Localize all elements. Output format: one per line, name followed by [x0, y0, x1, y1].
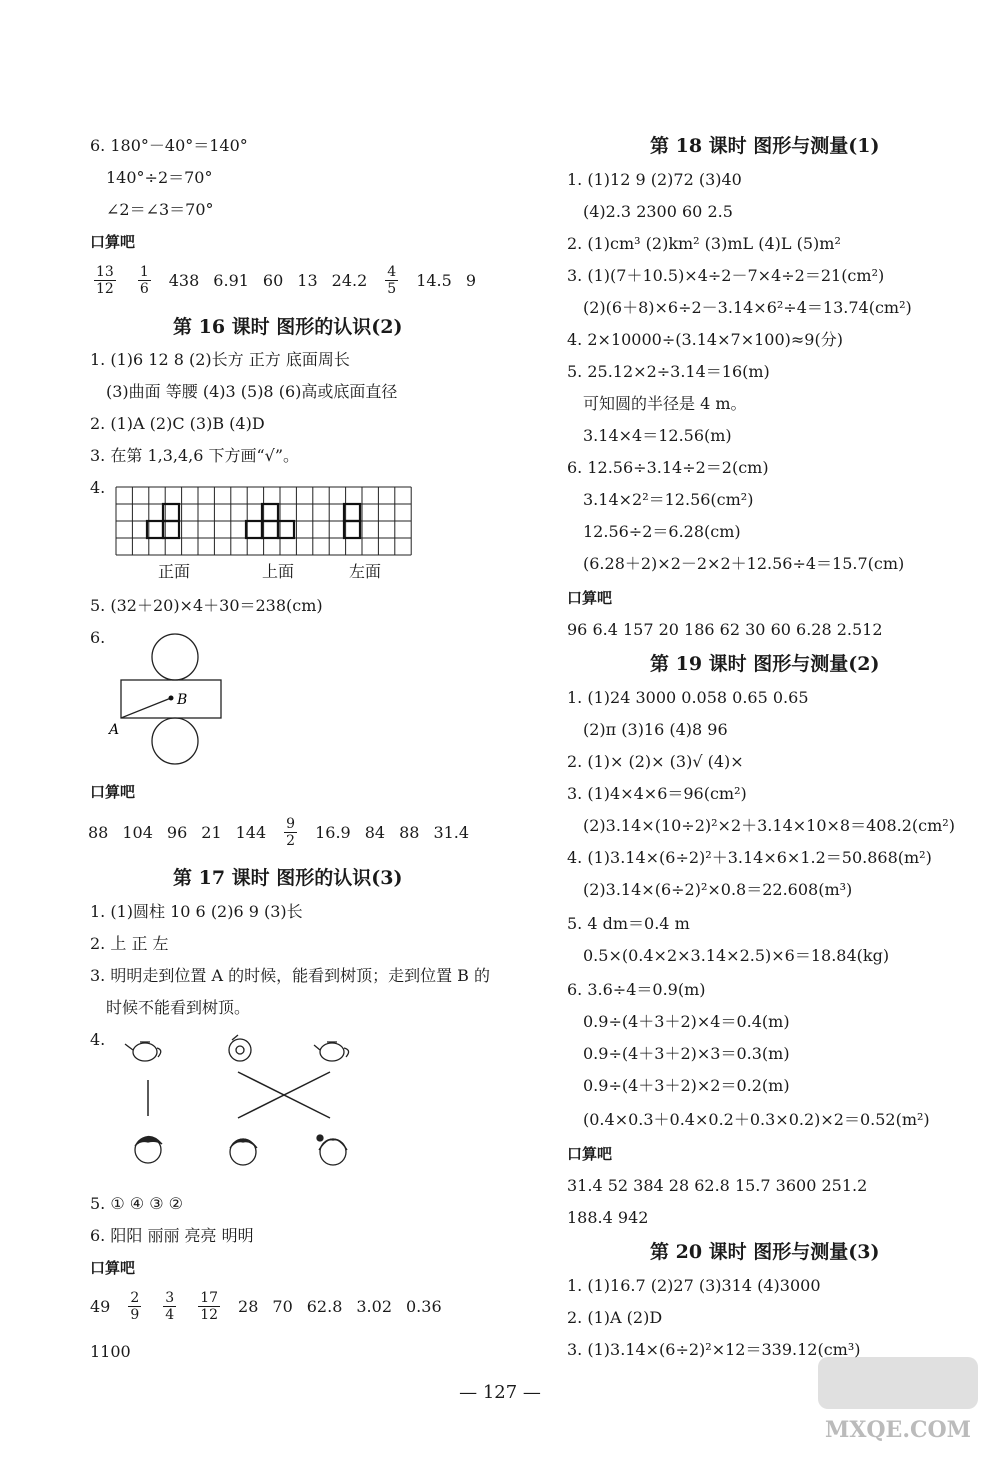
lesson-17-title: 第 17 课时 图形的认识(3): [173, 867, 403, 889]
view-label-top: 上面: [262, 562, 295, 581]
value: 28: [238, 1297, 259, 1316]
fraction: $\frac{4}{5}$: [387, 264, 397, 297]
l19-line: 5. 4 dm＝0.4 m: [567, 914, 690, 933]
lesson-16-title: 第 16 课时 图形的认识(2): [173, 316, 403, 338]
value: 24.2: [331, 271, 368, 290]
l18-line: 12.56÷2＝6.28(cm): [583, 522, 741, 541]
l19-line: 0.9÷(4＋3＋2)×2＝0.2(m): [583, 1076, 790, 1095]
l16-line: 3. 在第 1,3,4,6 下方画“√”。: [90, 446, 300, 465]
fraction: $\frac{3}{4}$: [165, 1290, 175, 1323]
lesson-20-title: 第 20 课时 图形与测量(3): [650, 1241, 880, 1263]
l16-line: 4.: [90, 478, 106, 497]
kid-face-icon: [135, 1136, 162, 1163]
value: 60: [262, 271, 284, 290]
l17-line: 3. 明明走到位置 A 的时候，能看到树顶；走到位置 B 的: [90, 966, 491, 985]
l18-line: (6.28＋2)×2－2×2＋12.56÷4＝15.7(cm): [583, 554, 905, 573]
kid-face-icon: [317, 1135, 347, 1165]
l18-line: 3.14×2²＝12.56(cm²): [583, 490, 754, 509]
l18-line: 2. (1)cm³ (2)km² (3)mL (4)L (5)m²: [567, 234, 841, 253]
view-grid-figure: [115, 484, 415, 560]
cylinder-net-figure: [105, 632, 235, 782]
l18-line: (2)(6＋8)×6÷2－3.14×6²÷4＝13.74(cm²): [583, 298, 912, 317]
l16-line: 2. (1)A (2)C (3)B (4)D: [90, 414, 265, 433]
value: 144: [235, 823, 267, 842]
kid-face-icon: [230, 1139, 257, 1165]
l19-line: 4. (1)3.14×(6÷2)²＋3.14×6×1.2＝50.868(m²): [567, 848, 932, 867]
l18-line: 3. (1)(7＋10.5)×4÷2－7×4÷2＝21(cm²): [567, 266, 885, 285]
kousuan-heading: 口算吧: [90, 783, 136, 801]
l19-line: (2)3.14×(10÷2)²×2＋3.14×10×8＝408.2(cm²): [583, 816, 955, 835]
l17-q5: 5. ① ④ ③ ②: [90, 1194, 183, 1213]
l19-line: (0.4×0.3＋0.4×0.2＋0.3×0.2)×2＝0.52(m²): [583, 1110, 930, 1129]
lesson-18-title: 第 18 课时 图形与测量(1): [650, 135, 880, 157]
l19-line: (2)3.14×(6÷2)²×0.8＝22.608(m³): [583, 880, 853, 899]
l18-line: 1. (1)12 9 (2)72 (3)40: [567, 170, 742, 189]
l17-q6: 6. 阳阳 丽丽 亮亮 明明: [90, 1226, 254, 1245]
l18-line: 3.14×4＝12.56(m): [583, 426, 732, 445]
l15-q6-line1: 6. 180°－40°＝140°: [90, 136, 248, 155]
l19-line: 0.9÷(4＋3＋2)×4＝0.4(m): [583, 1012, 790, 1031]
value: 14.5: [416, 271, 452, 290]
l19-line: 0.5×(0.4×2×3.14×2.5)×6＝18.84(kg): [583, 946, 890, 965]
kousuan-values: 31.4 52 384 28 62.8 15.7 3600 251.2: [567, 1176, 868, 1195]
fraction: $\frac{1}{6}$: [139, 264, 149, 297]
l18-line: 6. 12.56÷3.14÷2＝2(cm): [567, 458, 769, 477]
point-a-label: A: [109, 722, 120, 738]
l19-line: 2. (1)× (2)× (3)√ (4)×: [567, 752, 744, 771]
kousuan-heading: 口算吧: [90, 1259, 136, 1277]
l19-line: 3. (1)4×4×6＝96(cm²): [567, 784, 747, 803]
value: 9: [465, 271, 476, 290]
fraction: $\frac{2}{9}$: [130, 1290, 140, 1323]
l19-line: 1. (1)24 3000 0.058 0.65 0.65: [567, 688, 809, 707]
view-label-left: 左面: [349, 562, 382, 581]
page-number: — 127 —: [459, 1382, 541, 1403]
value: 438: [168, 271, 200, 290]
l17-line: 1. (1)圆柱 10 6 (2)6 9 (3)长: [90, 902, 303, 921]
value: 88: [399, 823, 420, 842]
l18-line: 5. 25.12×2÷3.14＝16(m): [567, 362, 770, 381]
value: 62.8: [306, 1297, 343, 1316]
l16-line: 1. (1)6 12 8 (2)长方 正方 底面周长: [90, 350, 350, 369]
l16-q5: 5. (32＋20)×4＋30＝238(cm): [90, 596, 323, 615]
l19-line: 6. 3.6÷4＝0.9(m): [567, 980, 706, 999]
value: 6.91: [213, 271, 249, 290]
value: 1100: [90, 1342, 131, 1361]
value: 21: [201, 823, 222, 842]
kousuan-row: [90, 264, 476, 297]
teapot-icon: [314, 1042, 349, 1061]
value: 13: [297, 271, 318, 290]
l17-line: 4.: [90, 1030, 106, 1049]
kousuan-heading: 口算吧: [567, 1145, 613, 1163]
kousuan-values: 96 6.4 157 20 186 62 30 60 6.28 2.512: [567, 620, 883, 639]
value: 70: [272, 1297, 293, 1316]
l20-line: 3. (1)3.14×(6÷2)²×12＝339.12(cm³): [567, 1340, 861, 1359]
matching-figure: [120, 1030, 370, 1180]
value: 88: [88, 823, 109, 842]
teapot-icon: [125, 1042, 161, 1061]
watermark-logo: [808, 1349, 988, 1449]
kousuan-values: 188.4 942: [567, 1208, 649, 1227]
l18-line: 4. 2×10000÷(3.14×7×100)≈9(分): [567, 330, 843, 349]
kousuan-row: [88, 816, 469, 849]
l17-line: 2. 上 正 左: [90, 934, 169, 953]
value: 104: [122, 823, 153, 842]
value: 16.9: [315, 823, 351, 842]
l15-q6-line3: ∠2＝∠3＝70°: [106, 200, 214, 219]
teapot-top-icon: [229, 1035, 251, 1061]
l19-line: 0.9÷(4＋3＋2)×3＝0.3(m): [583, 1044, 790, 1063]
value: 96: [166, 823, 188, 842]
l16-q6: 6.: [90, 628, 106, 647]
value: 3.02: [356, 1297, 392, 1316]
kousuan-heading: 口算吧: [567, 589, 613, 607]
fraction: $\frac{13}{12}$: [96, 264, 114, 297]
l15-q6-line2: 140°÷2＝70°: [106, 168, 213, 187]
value: 0.36: [406, 1297, 442, 1316]
value: 49: [90, 1297, 111, 1316]
point-b-label: B: [177, 692, 188, 708]
l20-line: 2. (1)A (2)D: [567, 1308, 663, 1327]
view-label-front: 正面: [158, 562, 191, 581]
lesson-19-title: 第 19 课时 图形与测量(2): [650, 653, 880, 675]
fraction: $\frac{17}{12}$: [200, 1290, 219, 1323]
l18-line: 可知圆的半径是 4 m。: [583, 394, 747, 413]
kousuan-heading: 口算吧: [90, 233, 136, 251]
l19-line: (2)π (3)16 (4)8 96: [583, 720, 728, 739]
l16-line: (3)曲面 等腰 (4)3 (5)8 (6)高或底面直径: [106, 382, 398, 401]
l18-line: (4)2.3 2300 60 2.5: [583, 202, 733, 221]
fraction: $\frac{9}{2}$: [286, 816, 296, 849]
l20-line: 1. (1)16.7 (2)27 (3)314 (4)3000: [567, 1276, 821, 1295]
l17-line: 时候不能看到树顶。: [106, 998, 251, 1017]
value: 31.4: [433, 823, 470, 842]
svg-text:MXQE.COM: MXQE.COM: [824, 1417, 972, 1443]
kousuan-row: [90, 1290, 442, 1323]
value: 84: [364, 823, 386, 842]
